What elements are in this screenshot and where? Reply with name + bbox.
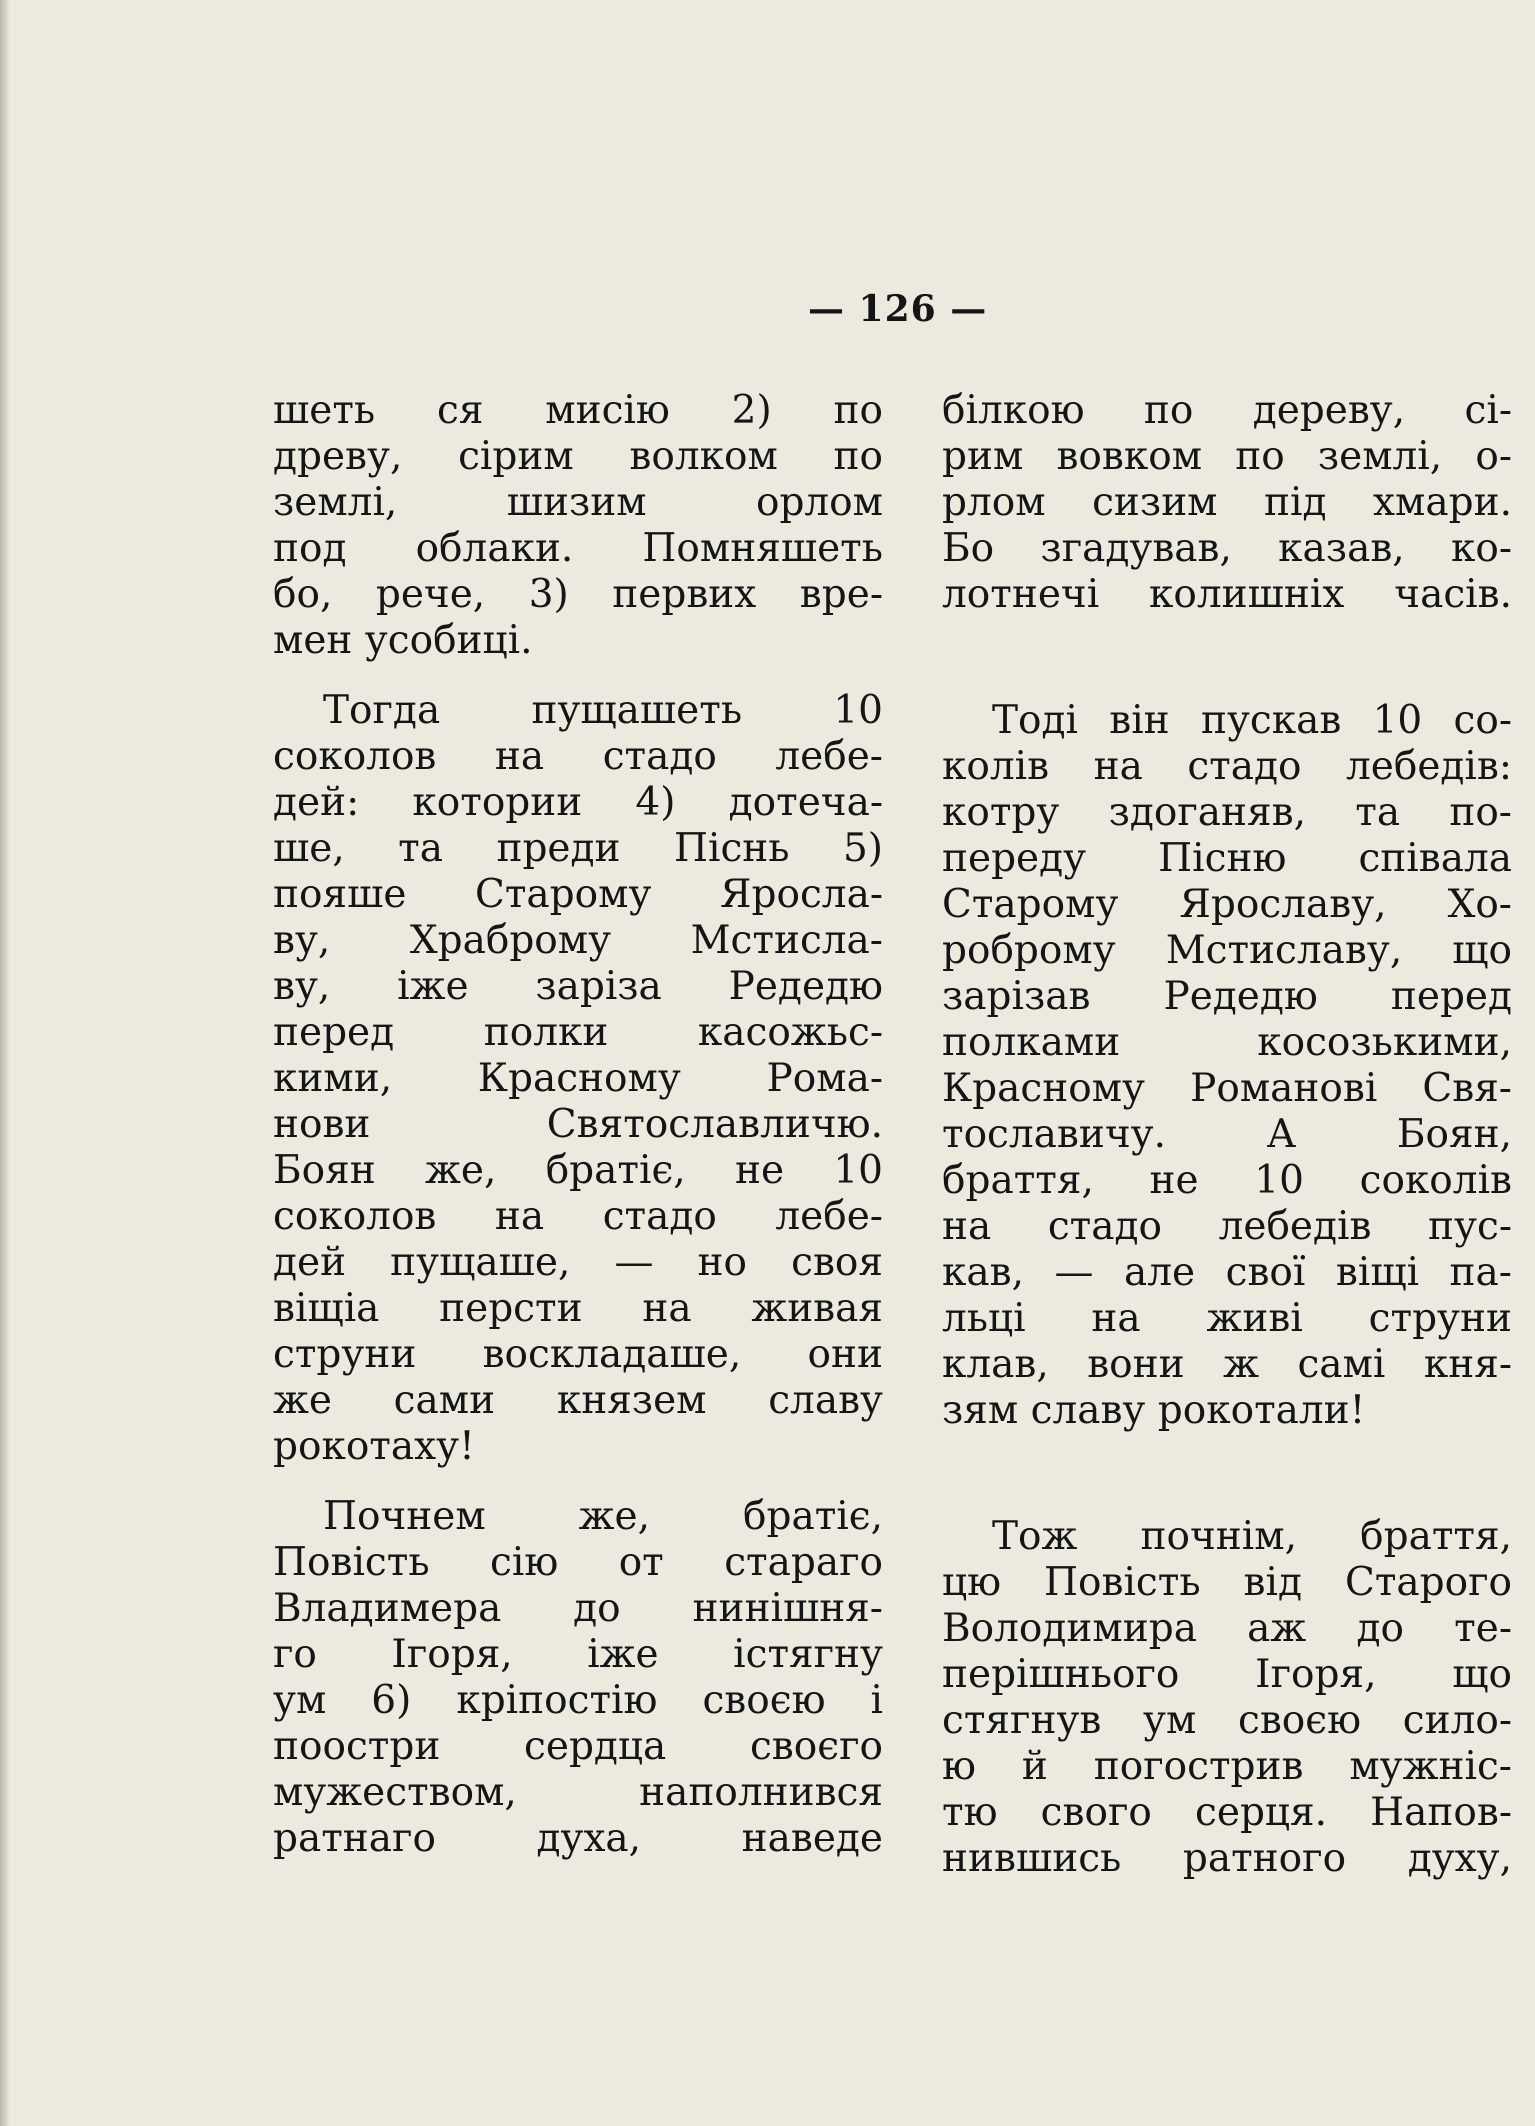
text-line: дей: котории 4) дотеча- — [273, 780, 883, 825]
text-line: переду Пісню співала — [942, 836, 1512, 881]
text-line: под облаки. Помняшеть — [273, 526, 883, 571]
text-line: нови Святославличю. — [273, 1102, 883, 1147]
text-line: тославичу. А Боян, — [942, 1112, 1512, 1157]
text-line: ву, Храброму Мстисла- — [273, 918, 883, 963]
text-line: ю й погострив мужніс- — [942, 1744, 1512, 1789]
text-line: бо, рече, 3) первих вре- — [273, 572, 883, 617]
text-line: Повість сію от стараго — [273, 1540, 883, 1585]
page-edge-shadow — [0, 0, 10, 2126]
text-line: соколов на стадо лебе- — [273, 734, 883, 779]
paragraph-gap — [942, 1434, 1512, 1514]
text-line: струни воскладаше, они — [273, 1332, 883, 1377]
text-line: рим вовком по землі, о- — [942, 434, 1512, 479]
text-line: білкою по дереву, сі- — [942, 388, 1512, 433]
text-line: перед полки касожьс- — [273, 1010, 883, 1055]
text-line: віщіа персти на живая — [273, 1286, 883, 1331]
text-line: же сами князем славу — [273, 1378, 883, 1423]
text-line: колів на стадо лебедів: — [942, 744, 1512, 789]
text-line: ше, та преди Піснь 5) — [273, 826, 883, 871]
paragraph-gap — [273, 1470, 883, 1494]
text-line: го Ігоря, іже істягну — [273, 1632, 883, 1677]
paragraph — [273, 1494, 883, 1862]
page-number: — 126 — — [808, 288, 988, 330]
text-line: землі, шизим орлом — [273, 480, 883, 525]
text-line: зарізав Редедю перед — [942, 974, 1512, 1019]
text-line: лотнечі колишніх часів. — [942, 572, 1512, 617]
text-line: Тоді він пускав 10 со- — [992, 698, 1512, 743]
text-line: Почнем же, братіє, — [323, 1494, 883, 1539]
text-line: Старому Ярославу, Хо- — [942, 882, 1512, 927]
text-line: роброму Мстиславу, що — [942, 928, 1512, 973]
text-line: браття, не 10 соколів — [942, 1158, 1512, 1203]
text-line: пояше Старому Яросла- — [273, 872, 883, 917]
text-line: цю Повість від Старого — [942, 1560, 1512, 1605]
text-line: Володимира аж до те- — [942, 1606, 1512, 1651]
text-line: на стадо лебедів пус- — [942, 1204, 1512, 1249]
paragraph — [942, 1514, 1512, 1882]
paragraph — [942, 698, 1512, 1434]
text-line: льці на живі струни — [942, 1296, 1512, 1341]
text-line: Тогда пущашеть 10 — [323, 688, 883, 733]
text-line: кими, Красному Рома- — [273, 1056, 883, 1101]
text-line: ратнаго духа, наведе — [273, 1816, 883, 1861]
text-line: ум 6) кріпостію своєю і — [273, 1678, 883, 1723]
text-line: ву, іже заріза Редедю — [273, 964, 883, 1009]
text-line: шеть ся мисію 2) по — [273, 388, 883, 433]
text-line: мужеством, наполнився — [273, 1770, 883, 1815]
text-line: Тож почнім, браття, — [992, 1514, 1512, 1559]
left-column-old-text — [273, 388, 883, 1862]
text-line: клав, вони ж самі кня- — [942, 1342, 1512, 1387]
text-line: зям славу рокотали! — [942, 1388, 1366, 1433]
text-line: рокотаху! — [273, 1424, 475, 1469]
text-line: полками косозькими, — [942, 1020, 1512, 1065]
text-line: дей пущаше, — но своя — [273, 1240, 883, 1285]
paragraph — [942, 388, 1512, 618]
text-line: Владимера до нинішня- — [273, 1586, 883, 1631]
text-line: нившись ратного духу, — [942, 1836, 1512, 1881]
right-column-translation — [942, 388, 1512, 1882]
text-line: соколов на стадо лебе- — [273, 1194, 883, 1239]
text-line: котру здоганяв, та по- — [942, 790, 1512, 835]
text-line: поостри сердца своєго — [273, 1724, 883, 1769]
text-line: Боян же, братіє, не 10 — [273, 1148, 883, 1193]
paragraph — [273, 688, 883, 1470]
text-line: древу, сірим волком по — [273, 434, 883, 479]
text-line: мен усобиці. — [273, 618, 533, 663]
text-line: Бо згадував, казав, ко- — [942, 526, 1512, 571]
text-line: кав, — але свої віщі па- — [942, 1250, 1512, 1295]
text-line: перішнього Ігоря, що — [942, 1652, 1512, 1697]
text-line: стягнув ум своєю сило- — [942, 1698, 1512, 1743]
paragraph-gap — [273, 664, 883, 688]
text-line: рлом сизим під хмари. — [942, 480, 1512, 525]
paragraph — [273, 388, 883, 664]
text-line: Красному Романові Свя- — [942, 1066, 1512, 1111]
paragraph-gap — [942, 618, 1512, 698]
text-line: тю свого серця. Напов- — [942, 1790, 1512, 1835]
